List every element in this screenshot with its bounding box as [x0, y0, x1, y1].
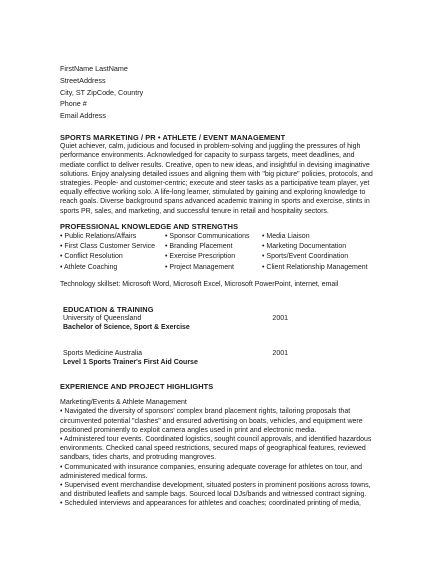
education-row [63, 349, 288, 358]
skill-item: • Client Relationship Management [262, 263, 368, 271]
contact-phone: Phone # [60, 99, 87, 109]
skill-item: • Public Relations/Affairs [60, 233, 137, 241]
experience-bullet: • Communicated with insurance companies, ensuring adequate coverage for athletes on tour, and administered medical forms. [60, 463, 363, 480]
skill-item: • Athlete Coaching [60, 263, 118, 271]
experience-bullets [60, 407, 380, 508]
knowledge-heading: PROFESSIONAL KNOWLEDGE AND STRENGTHS [60, 221, 239, 231]
skill-item: • First Class Customer Service [60, 243, 156, 251]
contact-street: StreetAddress [60, 75, 106, 85]
experience-bullet: • Supervised event merchandise development, situated posters in prominent positions across towns, and distributed leaflets and sample bags. Sourced local DJs/bands and witnessed contract signing. [60, 482, 371, 499]
resume-page [60, 64, 380, 509]
summary-heading: SPORTS MARKETING / PR • ATHLETE / EVENT MANAGEMENT [60, 132, 286, 142]
skill-item: • Sports/Event Coordination [262, 253, 349, 261]
skill-item: • Conflict Resolution [60, 253, 123, 261]
education-row [63, 314, 288, 323]
experience-heading: EXPERIENCE AND PROJECT HIGHLIGHTS [60, 381, 214, 391]
education-heading: EDUCATION & TRAINING [63, 304, 154, 314]
experience-subheading: Marketing/Events & Athlete Management [60, 399, 187, 407]
contact-email: Email Address [60, 111, 106, 121]
education-qualification: Level 1 Sports Trainer's First Aid Course [63, 358, 198, 366]
contact-city: City, ST ZipCode, Country [60, 87, 144, 97]
contact-block [60, 64, 380, 123]
education-institution: University of Queensland [63, 315, 142, 323]
skill-item: • Project Management [165, 263, 234, 271]
skills-grid [60, 232, 380, 273]
skill-item: • Branding Placement [165, 243, 233, 251]
education-year: 2001 [272, 315, 288, 323]
education-qualification: Bachelor of Science, Sport & Exercise [63, 324, 190, 332]
experience-bullet: • Navigated the diversity of sponsors' complex brand placement rights, tailoring proposals that circumvented potential "clashes" and ensured advertising on boats, vehicles, and equipment were positioned prominently to exploit camera angles used in print and electronic media. [60, 408, 363, 434]
skill-item: • Sponsor Communications [165, 233, 250, 241]
experience-bullet: • Administered tour events. Coordinated logistics, sought council approvals, and identified hazardous environments. Checked canal speed restrictions, secured maps of geographical features, reviewed sandbars, tides charts, and protruding mangroves. [60, 436, 372, 462]
education-section [60, 305, 380, 367]
education-year: 2001 [272, 349, 288, 357]
summary-text: Quiet achiever, calm, judicious and focused in problem-solving and juggling the pressures of high performance environments. Acknowledged for capacity to surpass targets, meet deadlines, and mediate conflict to deliver results. Creative, open to new ideas, and insightful in devising imaginative solutions. Enjoy analysing detailed issues and aligning them with "big picture" policies, protocols, and strategies. People- and customer-centric; execute and steer tasks as a participative team player, yet equally effective working solo. A life-long learner, stimulated by gaining and exploring knowledge to reach goals. Diverse background spans advanced academic training in sports and exercise, stints in sports PR, sales, and marketing, and successful tenure in retail and hospitality sectors. [60, 143, 373, 215]
technology-skillset: Technology skillset: Microsoft Word, Microsoft Excel, Microsoft PowerPoint, internet, email [60, 280, 339, 288]
skill-item: • Marketing Documentation [262, 243, 347, 251]
contact-name: FirstName LastName [60, 64, 128, 73]
education-institution: Sports Medicine Australia [63, 349, 142, 357]
skill-item: • Exercise Prescription [165, 253, 236, 261]
experience-bullet: • Scheduled interviews and appearances for athletes and coaches; coordinated printing of media, [60, 500, 361, 508]
skill-item: • Media Liaison [262, 233, 310, 241]
